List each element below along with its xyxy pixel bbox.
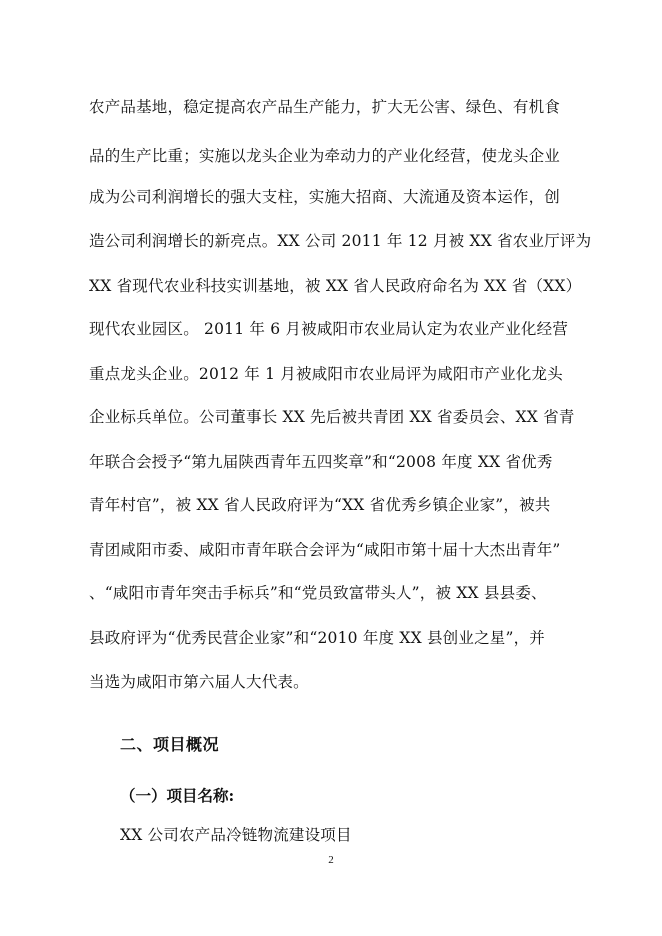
paragraph-line: XX 省现代农业科技实训基地，被 XX 省人民政府命名为 XX 省（XX）: [89, 277, 582, 295]
paragraph-line: 现代农业园区。 2011 年 6 月被咸阳市农业局认定为农业产业化经营: [89, 320, 569, 338]
project-name: XX 公司农产品冷链物流建设项目: [120, 826, 352, 844]
paragraph-line: 造公司利润增长的新亮点。XX 公司 2011 年 12 月被 XX 省农业厅评为: [89, 232, 592, 250]
paragraph-line: 青团咸阳市委、咸阳市青年联合会评为“咸阳市第十届十大杰出青年”: [89, 541, 561, 559]
paragraph-line: 成为公司利润增长的强大支柱，实施大招商、大流通及资本运作，创: [89, 188, 561, 206]
paragraph-line: 重点龙头企业。2012 年 1 月被咸阳市农业局评为咸阳市产业化龙头: [89, 365, 563, 383]
paragraph-line: 农产品基地，稳定提高农产品生产能力，扩大无公害、绿色、有机食: [89, 98, 561, 116]
paragraph-line: 当选为咸阳市第六届人大代表。: [89, 673, 309, 691]
paragraph-line: 县政府评为“优秀民营企业家”和“2010 年度 XX 县创业之星”，并: [89, 629, 545, 647]
paragraph-line: 、“咸阳市青年突击手标兵”和“党员致富带头人”，被 XX 县县委、: [89, 584, 547, 602]
section-heading: 二、项目概况: [120, 735, 220, 754]
paragraph-line: 企业标兵单位。公司董事长 XX 先后被共青团 XX 省委员会、XX 省青: [89, 408, 575, 426]
paragraph-line: 年联合会授予“第九届陕西青年五四奖章”和“2008 年度 XX 省优秀: [89, 453, 553, 471]
subsection-heading: （一）项目名称:: [120, 786, 235, 805]
page-number: 2: [328, 854, 334, 866]
paragraph-line: 品的生产比重；实施以龙头企业为牵动力的产业化经营，使龙头企业: [89, 147, 561, 165]
paragraph-line: 青年村官”，被 XX 省人民政府评为“XX 省优秀乡镇企业家”，被共: [89, 496, 551, 514]
